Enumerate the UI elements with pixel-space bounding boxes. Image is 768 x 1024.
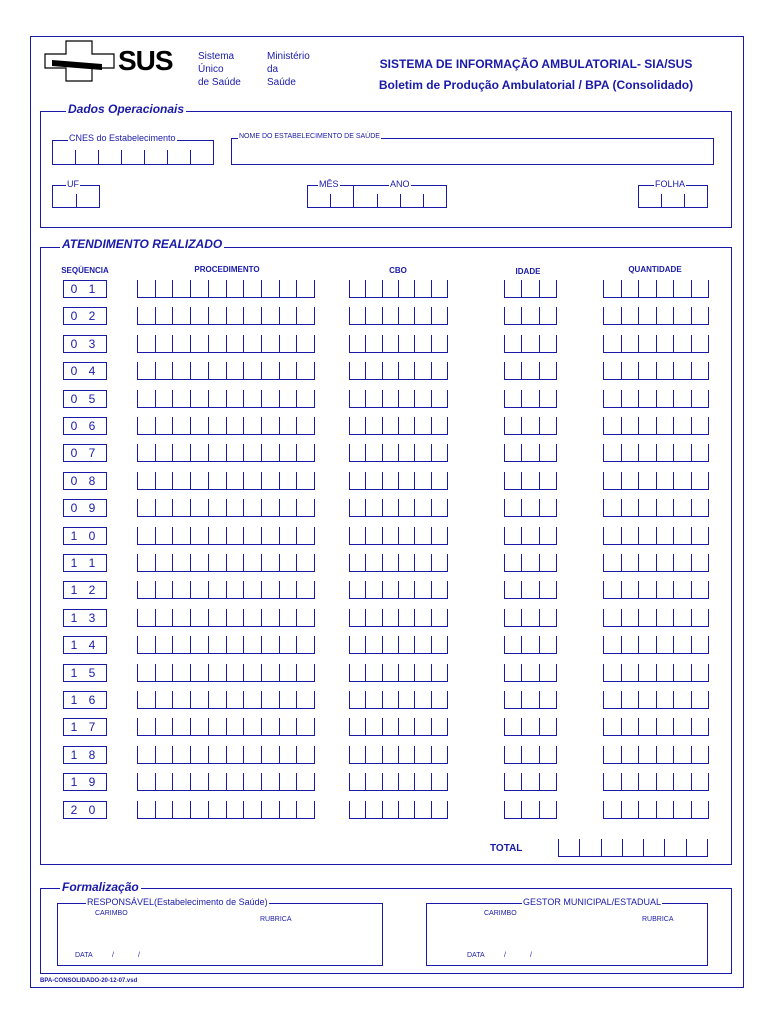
gestor-carimbo: CARIMBO (484, 910, 517, 917)
idade-field[interactable] (504, 444, 557, 462)
cbo-field[interactable] (349, 773, 448, 791)
gestor-slash-2: / (530, 952, 532, 959)
procedimento-field[interactable] (137, 581, 315, 599)
col-cbo: CBO (389, 266, 407, 275)
sequence-number: 0 5 (63, 390, 107, 408)
quantidade-field[interactable] (603, 417, 709, 435)
sistema-line-3: de Saúde (198, 77, 241, 88)
table-row (0, 390, 768, 410)
cbo-field[interactable] (349, 691, 448, 709)
cbo-field[interactable] (349, 664, 448, 682)
cbo-field[interactable] (349, 390, 448, 408)
procedimento-field[interactable] (137, 307, 315, 325)
table-row (0, 362, 768, 382)
sequence-number: 0 7 (63, 444, 107, 462)
table-row (0, 527, 768, 547)
idade-field[interactable] (504, 581, 557, 599)
quantidade-field[interactable] (603, 499, 709, 517)
atendimento-title: ATENDIMENTO REALIZADO (62, 237, 223, 251)
idade-field[interactable] (504, 499, 557, 517)
gestor-label: GESTOR MUNICIPAL/ESTADUAL (523, 897, 662, 907)
idade-field[interactable] (504, 718, 557, 736)
sus-logo (44, 40, 184, 82)
idade-field[interactable] (504, 554, 557, 572)
quantidade-field[interactable] (603, 335, 709, 353)
idade-field[interactable] (504, 746, 557, 764)
idade-field[interactable] (504, 636, 557, 654)
idade-field[interactable] (504, 417, 557, 435)
dados-operacionais-title: Dados Operacionais (68, 102, 185, 116)
procedimento-field[interactable] (137, 390, 315, 408)
cbo-field[interactable] (349, 362, 448, 380)
table-row (0, 773, 768, 793)
total-label: TOTAL (490, 843, 523, 854)
cbo-field[interactable] (349, 444, 448, 462)
col-quantidade: QUANTIDADE (628, 265, 682, 274)
footer-filename: BPA-CONSOLIDADO-20-12-07.vsd (40, 978, 138, 984)
idade-field[interactable] (504, 664, 557, 682)
idade-field[interactable] (504, 472, 557, 490)
cnes-field[interactable] (52, 140, 214, 165)
table-row (0, 499, 768, 519)
ministerio-line-3: Saúde (267, 77, 296, 88)
quantidade-field[interactable] (603, 609, 709, 627)
cbo-field[interactable] (349, 718, 448, 736)
table-row (0, 746, 768, 766)
cbo-field[interactable] (349, 335, 448, 353)
table-row (0, 581, 768, 601)
sequence-number: 1 6 (63, 691, 107, 709)
procedimento-field[interactable] (137, 444, 315, 462)
quantidade-field[interactable] (603, 362, 709, 380)
cbo-field[interactable] (349, 527, 448, 545)
sequence-number: 0 6 (63, 417, 107, 435)
responsavel-carimbo: CARIMBO (95, 910, 128, 917)
quantidade-field[interactable] (603, 773, 709, 791)
procedimento-field[interactable] (137, 499, 315, 517)
table-row (0, 691, 768, 711)
quantidade-field[interactable] (603, 280, 709, 298)
col-idade: IDADE (515, 267, 541, 276)
table-row (0, 417, 768, 437)
idade-field[interactable] (504, 773, 557, 791)
cbo-field[interactable] (349, 280, 448, 298)
responsavel-slash-2: / (138, 952, 140, 959)
procedimento-field[interactable] (137, 554, 315, 572)
cnes-label: CNES do Estabelecimento (69, 133, 176, 143)
idade-field[interactable] (504, 390, 557, 408)
procedimento-field[interactable] (137, 472, 315, 490)
quantidade-field[interactable] (603, 527, 709, 545)
mes-label: MÊS (319, 179, 339, 189)
sequence-number: 1 8 (63, 746, 107, 764)
sequence-number: 0 9 (63, 499, 107, 517)
sequence-number: 1 4 (63, 636, 107, 654)
gestor-rubrica: RUBRICA (642, 916, 674, 923)
sistema-text (198, 50, 241, 89)
cbo-field[interactable] (349, 307, 448, 325)
cbo-field[interactable] (349, 609, 448, 627)
formalizacao-title: Formalização (62, 880, 139, 894)
sequence-number: 0 8 (63, 472, 107, 490)
procedimento-field[interactable] (137, 746, 315, 764)
sequence-number: 1 0 (63, 527, 107, 545)
quantidade-field[interactable] (603, 581, 709, 599)
ministerio-line-2: da (267, 64, 279, 75)
total-field[interactable] (558, 839, 708, 857)
table-row (0, 554, 768, 574)
procedimento-field[interactable] (137, 362, 315, 380)
responsavel-slash-1: / (112, 952, 114, 959)
table-row (0, 280, 768, 300)
ministerio-line-1: Ministério (267, 51, 310, 62)
procedimento-field[interactable] (137, 417, 315, 435)
quantidade-field[interactable] (603, 718, 709, 736)
table-row (0, 636, 768, 656)
sequence-number: 0 2 (63, 307, 107, 325)
sequence-number: 1 2 (63, 581, 107, 599)
sistema-line-1: Sistema (198, 51, 235, 62)
quantidade-field[interactable] (603, 472, 709, 490)
sequence-number: 1 5 (63, 664, 107, 682)
procedimento-field[interactable] (137, 335, 315, 353)
procedimento-field[interactable] (137, 801, 315, 819)
procedimento-field[interactable] (137, 718, 315, 736)
dados-operacionais-section (40, 111, 732, 228)
table-row (0, 718, 768, 738)
sequence-number: 0 1 (63, 280, 107, 298)
table-row (0, 307, 768, 327)
sequence-number: 1 1 (63, 554, 107, 572)
sequence-number: 2 0 (63, 801, 107, 819)
sequence-number: 0 3 (63, 335, 107, 353)
responsavel-rubrica: RUBRICA (260, 916, 292, 923)
nome-estabelecimento-label: NOME DO ESTABELECIMENTO DE SAÚDE (239, 133, 380, 140)
quantidade-field[interactable] (603, 307, 709, 325)
idade-field[interactable] (504, 280, 557, 298)
idade-field[interactable] (504, 691, 557, 709)
idade-field[interactable] (504, 362, 557, 380)
cbo-field[interactable] (349, 801, 448, 819)
folha-label: FOLHA (655, 179, 686, 189)
ano-label: ANO (390, 179, 410, 189)
table-row (0, 609, 768, 629)
cbo-field[interactable] (349, 636, 448, 654)
sequence-number: 1 3 (63, 609, 107, 627)
procedimento-field[interactable] (137, 609, 315, 627)
idade-field[interactable] (504, 609, 557, 627)
responsavel-label: RESPONSÁVEL(Estabelecimento de Saúde) (87, 897, 268, 907)
form-title: SISTEMA DE INFORMAÇÃO AMBULATORIAL- SIA/SUS (379, 57, 693, 71)
gestor-slash-1: / (504, 952, 506, 959)
uf-label: UF (67, 179, 79, 189)
table-row (0, 472, 768, 492)
col-procedimento: PROCEDIMENTO (194, 265, 260, 274)
table-row (0, 801, 768, 821)
nome-estabelecimento-field[interactable] (231, 138, 714, 165)
quantidade-field[interactable] (603, 664, 709, 682)
responsavel-data: DATA (75, 952, 93, 959)
cbo-field[interactable] (349, 417, 448, 435)
sequence-number: 1 9 (63, 773, 107, 791)
idade-field[interactable] (504, 335, 557, 353)
cbo-field[interactable] (349, 499, 448, 517)
cbo-field[interactable] (349, 581, 448, 599)
quantidade-field[interactable] (603, 691, 709, 709)
gestor-data: DATA (467, 952, 485, 959)
procedimento-field[interactable] (137, 527, 315, 545)
quantidade-field[interactable] (603, 746, 709, 764)
quantidade-field[interactable] (603, 801, 709, 819)
sequence-number: 0 4 (63, 362, 107, 380)
quantidade-field[interactable] (603, 636, 709, 654)
idade-field[interactable] (504, 307, 557, 325)
ministerio-text (267, 50, 310, 89)
table-row (0, 444, 768, 464)
quantidade-field[interactable] (603, 444, 709, 462)
col-sequencia: SEQÜENCIA (61, 266, 109, 275)
cbo-field[interactable] (349, 746, 448, 764)
sistema-line-2: Único (198, 64, 224, 75)
cbo-field[interactable] (349, 554, 448, 572)
procedimento-field[interactable] (137, 773, 315, 791)
procedimento-field[interactable] (137, 691, 315, 709)
logo-text: SUS (118, 45, 173, 76)
table-row (0, 335, 768, 355)
procedimento-field[interactable] (137, 636, 315, 654)
cbo-field[interactable] (349, 472, 448, 490)
quantidade-field[interactable] (603, 390, 709, 408)
sequence-number: 1 7 (63, 718, 107, 736)
table-row (0, 664, 768, 684)
procedimento-field[interactable] (137, 664, 315, 682)
form-subtitle: Boletim de Produção Ambulatorial / BPA (Consolidado) (378, 78, 694, 92)
procedimento-field[interactable] (137, 280, 315, 298)
quantidade-field[interactable] (603, 554, 709, 572)
idade-field[interactable] (504, 527, 557, 545)
idade-field[interactable] (504, 801, 557, 819)
